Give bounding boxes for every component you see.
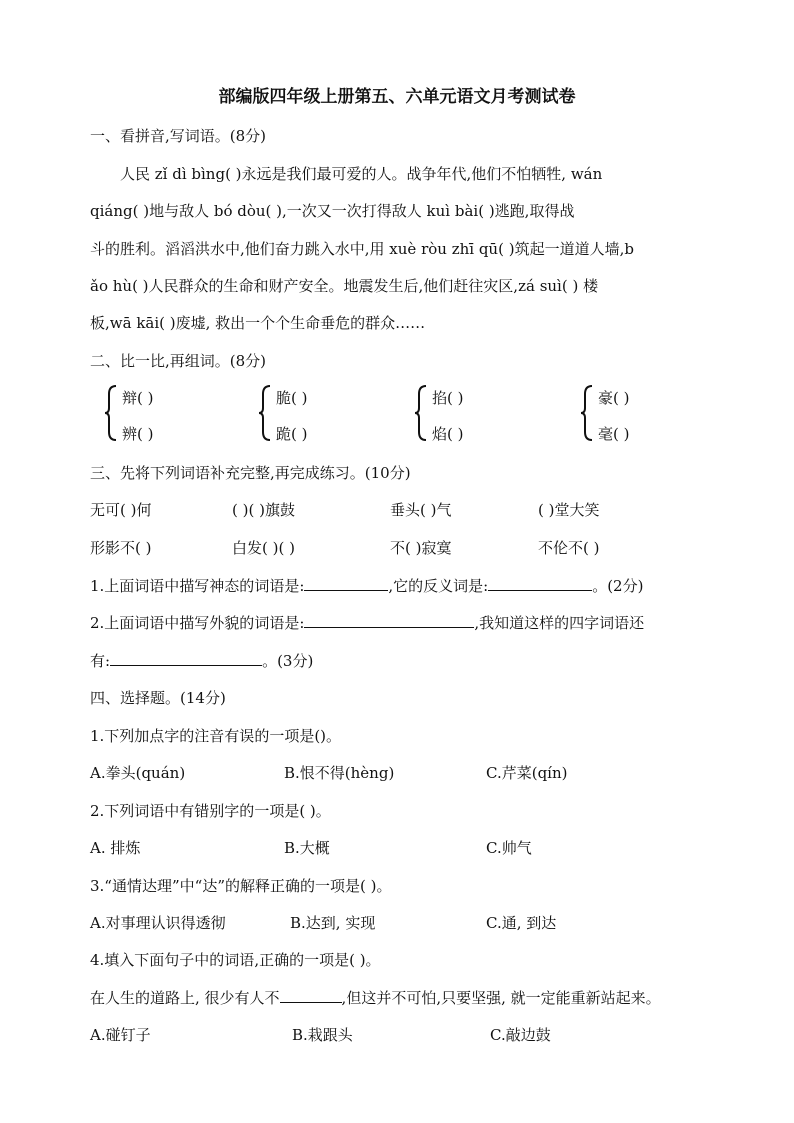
- pair-bottom-char: 焰( ): [432, 425, 464, 443]
- section4-heading: 四、选择题。(14分): [90, 689, 226, 707]
- choice-option-a[interactable]: A. 排炼: [90, 839, 141, 857]
- question-text: ,我知道这样的四字词语还: [474, 614, 645, 632]
- brace-icon: [580, 384, 594, 442]
- question-text: ,它的反义词是:: [388, 577, 489, 595]
- choice-option-c[interactable]: C.芹菜(qín): [486, 764, 568, 782]
- choice-question: 4.填入下面句子中的词语,正确的一项是( )。: [90, 951, 381, 969]
- pinyin-line-5: 板,wā kāi( )废墟, 救出一个个生命垂危的群众……: [90, 314, 426, 332]
- section3-question-2-cont: [90, 651, 313, 671]
- pair-bottom-char: 辨( ): [122, 425, 154, 443]
- brace-icon: [104, 384, 118, 442]
- pair-top-char: 脆( ): [276, 389, 308, 407]
- sentence-text: 在人生的道路上, 很少有人不: [90, 989, 280, 1007]
- choice-option-b[interactable]: B.恨不得(hèng): [284, 764, 395, 782]
- choice-option-c[interactable]: C.通, 到达: [486, 914, 557, 932]
- pair-top-char: 掐( ): [432, 389, 464, 407]
- question-text: 。(2分): [592, 577, 644, 595]
- choice-option-c[interactable]: C.帅气: [486, 839, 532, 857]
- choice-option-c[interactable]: C.敲边鼓: [490, 1026, 551, 1044]
- idiom-item: 不( )寂寞: [390, 539, 452, 557]
- choice-question: 1.下列加点字的注音有误的一项是()。: [90, 727, 342, 745]
- pinyin-line-1: 人民 zǐ dì bìng( )永远是我们最可爱的人。战争年代,他们不怕牺牲, wán: [120, 165, 603, 183]
- choice-option-b[interactable]: B.达到, 实现: [290, 914, 376, 932]
- choice-option-a[interactable]: A.拳头(quán): [90, 764, 186, 782]
- section3-heading: 三、先将下列词语补充完整,再完成练习。(10分): [90, 464, 411, 482]
- answer-blank[interactable]: [488, 576, 592, 591]
- answer-blank[interactable]: [110, 651, 262, 666]
- question-text: 。(3分): [262, 652, 314, 670]
- question-text: 2.上面词语中描写外貌的词语是:: [90, 614, 305, 632]
- pair-bottom-char: 毫( ): [598, 425, 630, 443]
- choice-option-a[interactable]: A.对事理认识得透彻: [90, 914, 226, 932]
- section3-question-2: [90, 613, 644, 633]
- idiom-item: 白发( )( ): [232, 539, 295, 557]
- section2-heading: 二、比一比,再组词。(8分): [90, 352, 267, 370]
- question-text: 有:: [90, 652, 111, 670]
- pinyin-line-3: 斗的胜利。滔滔洪水中,他们奋力跳入水中,用 xuè ròu zhī qū( )筑起一道道人墙,b: [90, 240, 634, 258]
- page-title: 部编版四年级上册第五、六单元语文月考测试卷: [218, 87, 576, 107]
- pinyin-line-2: qiáng( )地与敌人 bó dòu( ),一次又一次打得敌人 kuì bài( )逃跑,取得战: [90, 202, 575, 220]
- choice-question: 2.下列词语中有错别字的一项是( )。: [90, 802, 331, 820]
- pinyin-line-4: ǎo hù( )人民群众的生命和财产安全。地震发生后,他们赶往灾区,zá suì( ) 楼: [90, 277, 599, 295]
- question-text: 1.上面词语中描写神态的词语是:: [90, 577, 305, 595]
- brace-icon: [414, 384, 428, 442]
- pair-top-char: 辩( ): [122, 389, 154, 407]
- pair-top-char: 豪( ): [598, 389, 630, 407]
- choice-question: 3.“通情达理”中“达”的解释正确的一项是( )。: [90, 877, 392, 895]
- idiom-item: ( )堂大笑: [538, 501, 600, 519]
- fill-sentence: [90, 988, 661, 1008]
- section1-heading: 一、看拼音,写词语。(8分): [90, 127, 267, 145]
- idiom-item: 形影不( ): [90, 539, 152, 557]
- pair-bottom-char: 跪( ): [276, 425, 308, 443]
- answer-blank[interactable]: [304, 613, 474, 628]
- answer-blank[interactable]: [280, 988, 342, 1003]
- idiom-item: ( )( )旗鼓: [232, 501, 295, 519]
- sentence-text: ,但这并不可怕,只要坚强, 就一定能重新站起来。: [341, 989, 661, 1007]
- brace-icon: [258, 384, 272, 442]
- choice-option-b[interactable]: B.大概: [284, 839, 330, 857]
- idiom-item: 不伦不( ): [538, 539, 600, 557]
- choice-option-a[interactable]: A.碰钉子: [90, 1026, 151, 1044]
- section3-question-1: [90, 576, 643, 596]
- choice-option-b[interactable]: B.栽跟头: [292, 1026, 353, 1044]
- idiom-item: 无可( )何: [90, 501, 152, 519]
- answer-blank[interactable]: [304, 576, 388, 591]
- idiom-item: 垂头( )气: [390, 501, 452, 519]
